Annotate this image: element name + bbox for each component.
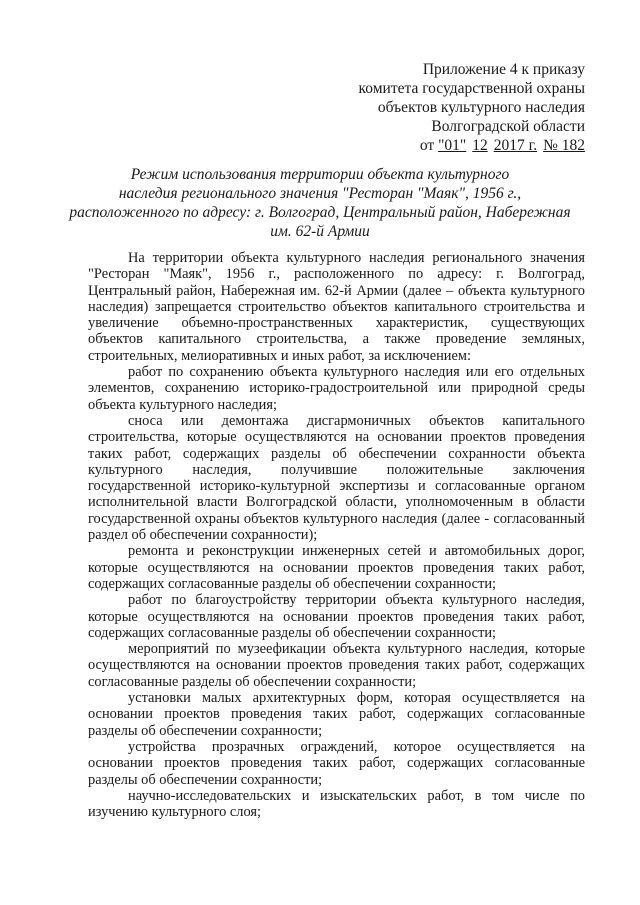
order-day: "01" bbox=[438, 137, 467, 154]
paragraph-item: работ по благоустройству территории объекта культурного наследия, которые осуществляются на основании проектов проведения таких работ, содержащих согласованные разделы об обеспечении сохранности; bbox=[88, 592, 585, 641]
appendix-line-3: объектов культурного наследия bbox=[377, 99, 585, 116]
paragraph-item: установки малых архитектурных форм, которая осуществляется на основании проектов проведения таких работ, содержащих согласованные разделы об обеспечении сохранности; bbox=[88, 690, 585, 739]
appendix-line-1: Приложение 4 к приказу bbox=[422, 61, 585, 78]
paragraph-item: ремонта и реконструкции инженерных сетей и автомобильных дорог, которые осуществляются на основании проектов проведения таких работ, содержащих согласованные разделы об обеспечении сохранности; bbox=[88, 543, 585, 592]
title-line-4: им. 62-й Армии bbox=[270, 223, 370, 240]
title-line-1: Режим использования территории объекта культурного bbox=[130, 166, 510, 183]
appendix-line-4: Волгоградской области bbox=[431, 118, 585, 135]
order-number: № 182 bbox=[543, 137, 585, 154]
order-date-number bbox=[359, 136, 585, 155]
paragraph-item: работ по сохранению объекта культурного наследия или его отдельных элементов, сохранению историко-градостроительной или природной среды объекта культурного наследия; bbox=[88, 364, 585, 413]
document-title bbox=[60, 165, 580, 241]
paragraph-item: устройства прозрачных ограждений, которое осуществляется на основании проектов проведения таких работ, содержащих согласованные разделы об обеспечении сохранности; bbox=[88, 738, 585, 788]
appendix-line-2: комитета государственной охраны bbox=[358, 80, 585, 97]
order-year: 2017 г. bbox=[493, 137, 538, 154]
order-month: 12 bbox=[472, 137, 488, 154]
appendix-header bbox=[359, 60, 585, 155]
paragraph-item: сноса или демонтажа дисгармоничных объектов капитального строительства, которые осуществляются на основании проектов проведения таких работ, содержащих разделы об обеспечении сохранности объекта культурного наследия, получившие положительные заключения государственной историко-культурной экспертизы и согласованные органом исполнительной власти Волгоградской области, уполномоченным в области государственной охраны объектов культурного наследия (далее - согласованный раздел об обеспечении сохранности); bbox=[88, 412, 585, 544]
title-line-2: наследия регионального значения "Ресторан "Маяк", 1956 г., bbox=[118, 185, 522, 202]
paragraph-item: научно-исследовательских и изыскательских работ, в том числе по изучению культурного слоя; bbox=[88, 787, 585, 821]
paragraph-item: мероприятий по музеефикации объекта культурного наследия, которые осуществляются на основании проектов проведения таких работ, содержащих согласованные разделы об обеспечении сохранности; bbox=[88, 641, 585, 690]
document-body bbox=[88, 250, 585, 820]
order-prefix: от bbox=[419, 137, 435, 154]
title-line-3: расположенного по адресу: г. Волгоград, Центральный район, Набережная bbox=[69, 204, 571, 221]
paragraph-intro: На территории объекта культурного наследия регионального значения "Ресторан "Маяк", 1956 г., расположенного по адресу: г. Волгоград, Центральный район, Набережная им. 62-й Армии (далее – объекта культурного наследия) запрещается строительство объектов капитального строительства и увеличение объемно-пространственных характеристик, существующих объектов капитального строительства, а также проведение земляных, строительных, мелиоративных и иных работ, за исключением: bbox=[88, 250, 585, 364]
